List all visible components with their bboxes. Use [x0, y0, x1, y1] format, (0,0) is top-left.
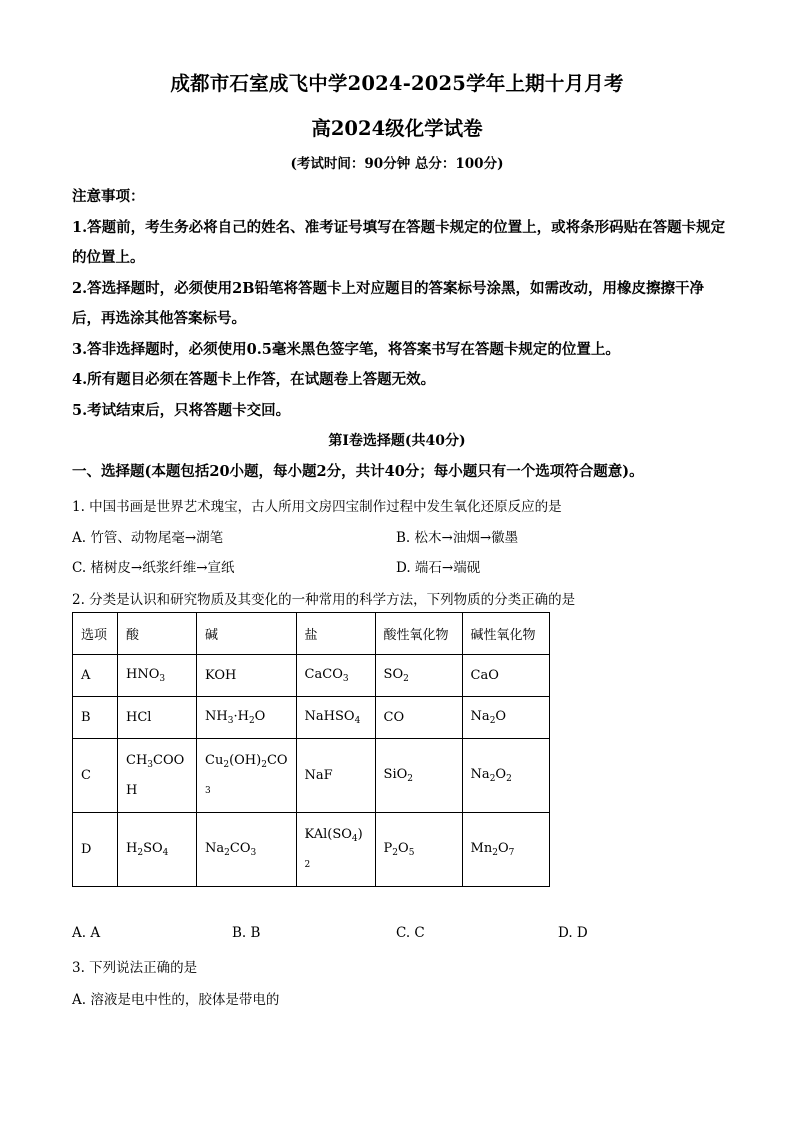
q2-option-b: B. B	[232, 925, 261, 941]
table-cell: $NH_3\cdot H_2O$	[197, 697, 297, 739]
note-item: 3.答非选择题时，必须使用0.5毫米黑色签字笔，将答案书写在答题卡规定的位置上。	[72, 340, 620, 358]
header-cell: 酸	[118, 613, 197, 655]
q2-option-a: A. A	[72, 925, 101, 941]
table-cell: $Mn_2O_7$	[462, 813, 549, 887]
table-cell: NaHSO$_4$	[296, 697, 375, 739]
table-cell: CaO	[462, 655, 549, 697]
header-cell: 选项	[73, 613, 118, 655]
exam-title: 成都市石室成飞中学2024-2025学年上期十月月考	[170, 72, 624, 95]
table-cell: B	[73, 697, 118, 739]
table-row	[73, 697, 550, 739]
table-cell: $Na_2O$	[462, 697, 549, 739]
table-row	[73, 813, 550, 887]
table-row	[73, 739, 550, 813]
table-cell: $CH_3COO$ H	[118, 739, 197, 813]
exam-subtitle: 高2024级化学试卷	[311, 117, 483, 140]
note-item: 5.考试结束后，只将答题卡交回。	[72, 401, 291, 419]
q1-option-b: B. 松木→油烟→徽墨	[396, 530, 519, 546]
classification-table	[72, 612, 550, 887]
q1-stem: 1. 中国书画是世界艺术瑰宝，古人所用文房四宝制作过程中发生氧化还原反应的是	[72, 499, 562, 515]
table-cell: HCl	[118, 697, 197, 739]
table-cell: CaCO$_3$	[296, 655, 375, 697]
section-title: 第Ⅰ卷选择题(共40分)	[328, 433, 466, 449]
table-cell: $HNO_3$	[118, 655, 197, 697]
header-cell: 碱	[197, 613, 297, 655]
q3-stem: 3. 下列说法正确的是	[72, 960, 198, 976]
part1-heading: 一、选择题(本题包括20小题，每小题2分，共计40分；每小题只有一个选项符合题意)。	[72, 463, 644, 480]
table-cell: SiO$_2$	[375, 739, 462, 813]
table-cell: $H_2SO_4$	[118, 813, 197, 887]
q2-option-d: D. D	[558, 925, 588, 941]
table-cell: $Na_2CO_3$	[197, 813, 297, 887]
table-row	[73, 655, 550, 697]
note-item: 4.所有题目必须在答题卡上作答，在试题卷上答题无效。	[72, 371, 436, 388]
notes-block	[72, 182, 732, 426]
table-cell: $Cu_2(OH)_2CO$ $_3$	[197, 739, 297, 813]
q2-option-c: C. C	[396, 925, 425, 941]
header-cell: 碱性氧化物	[462, 613, 549, 655]
table-cell: D	[73, 813, 118, 887]
header-cell: 酸性氧化物	[375, 613, 462, 655]
note-item: 2.答选择题时，必须使用2B铅笔将答题卡上对应题目的答案标号涂黑，如需改动，用橡皮擦擦干净后，再选涂其他答案标号。	[72, 279, 704, 327]
header-cell: 盐	[296, 613, 375, 655]
q1-option-c: C. 楮树皮→纸浆纤维→宣纸	[72, 560, 235, 576]
table-cell: $Na_2O_2$	[462, 739, 549, 813]
q2-stem: 2. 分类是认识和研究物质及其变化的一种常用的科学方法，下列物质的分类正确的是	[72, 592, 576, 608]
notes-heading: 注意事项：	[72, 188, 145, 205]
q1-option-d: D. 端石→端砚	[396, 560, 481, 576]
table-cell: $P_2O_5$	[375, 813, 462, 887]
q1-option-a: A. 竹管、动物尾毫→湖笔	[72, 530, 224, 546]
note-item: 1.答题前，考生务必将自己的姓名、准考证号填写在答题卡规定的位置上，或将条形码贴在答题卡规定的位置上。	[72, 218, 726, 266]
table-cell: $SO_2$	[375, 655, 462, 697]
table-cell: C	[73, 739, 118, 813]
table-header-row	[73, 613, 550, 655]
table-cell: NaF	[296, 739, 375, 813]
q3-option-a: A. 溶液是电中性的，胶体是带电的	[72, 992, 280, 1008]
table-cell: $KAl(SO_4)$ $_2$	[296, 813, 375, 887]
table-cell: KOH	[197, 655, 297, 697]
table-cell: A	[73, 655, 118, 697]
exam-info: (考试时间：90分钟 总分：100分)	[290, 156, 504, 172]
table-cell: CO	[375, 697, 462, 739]
